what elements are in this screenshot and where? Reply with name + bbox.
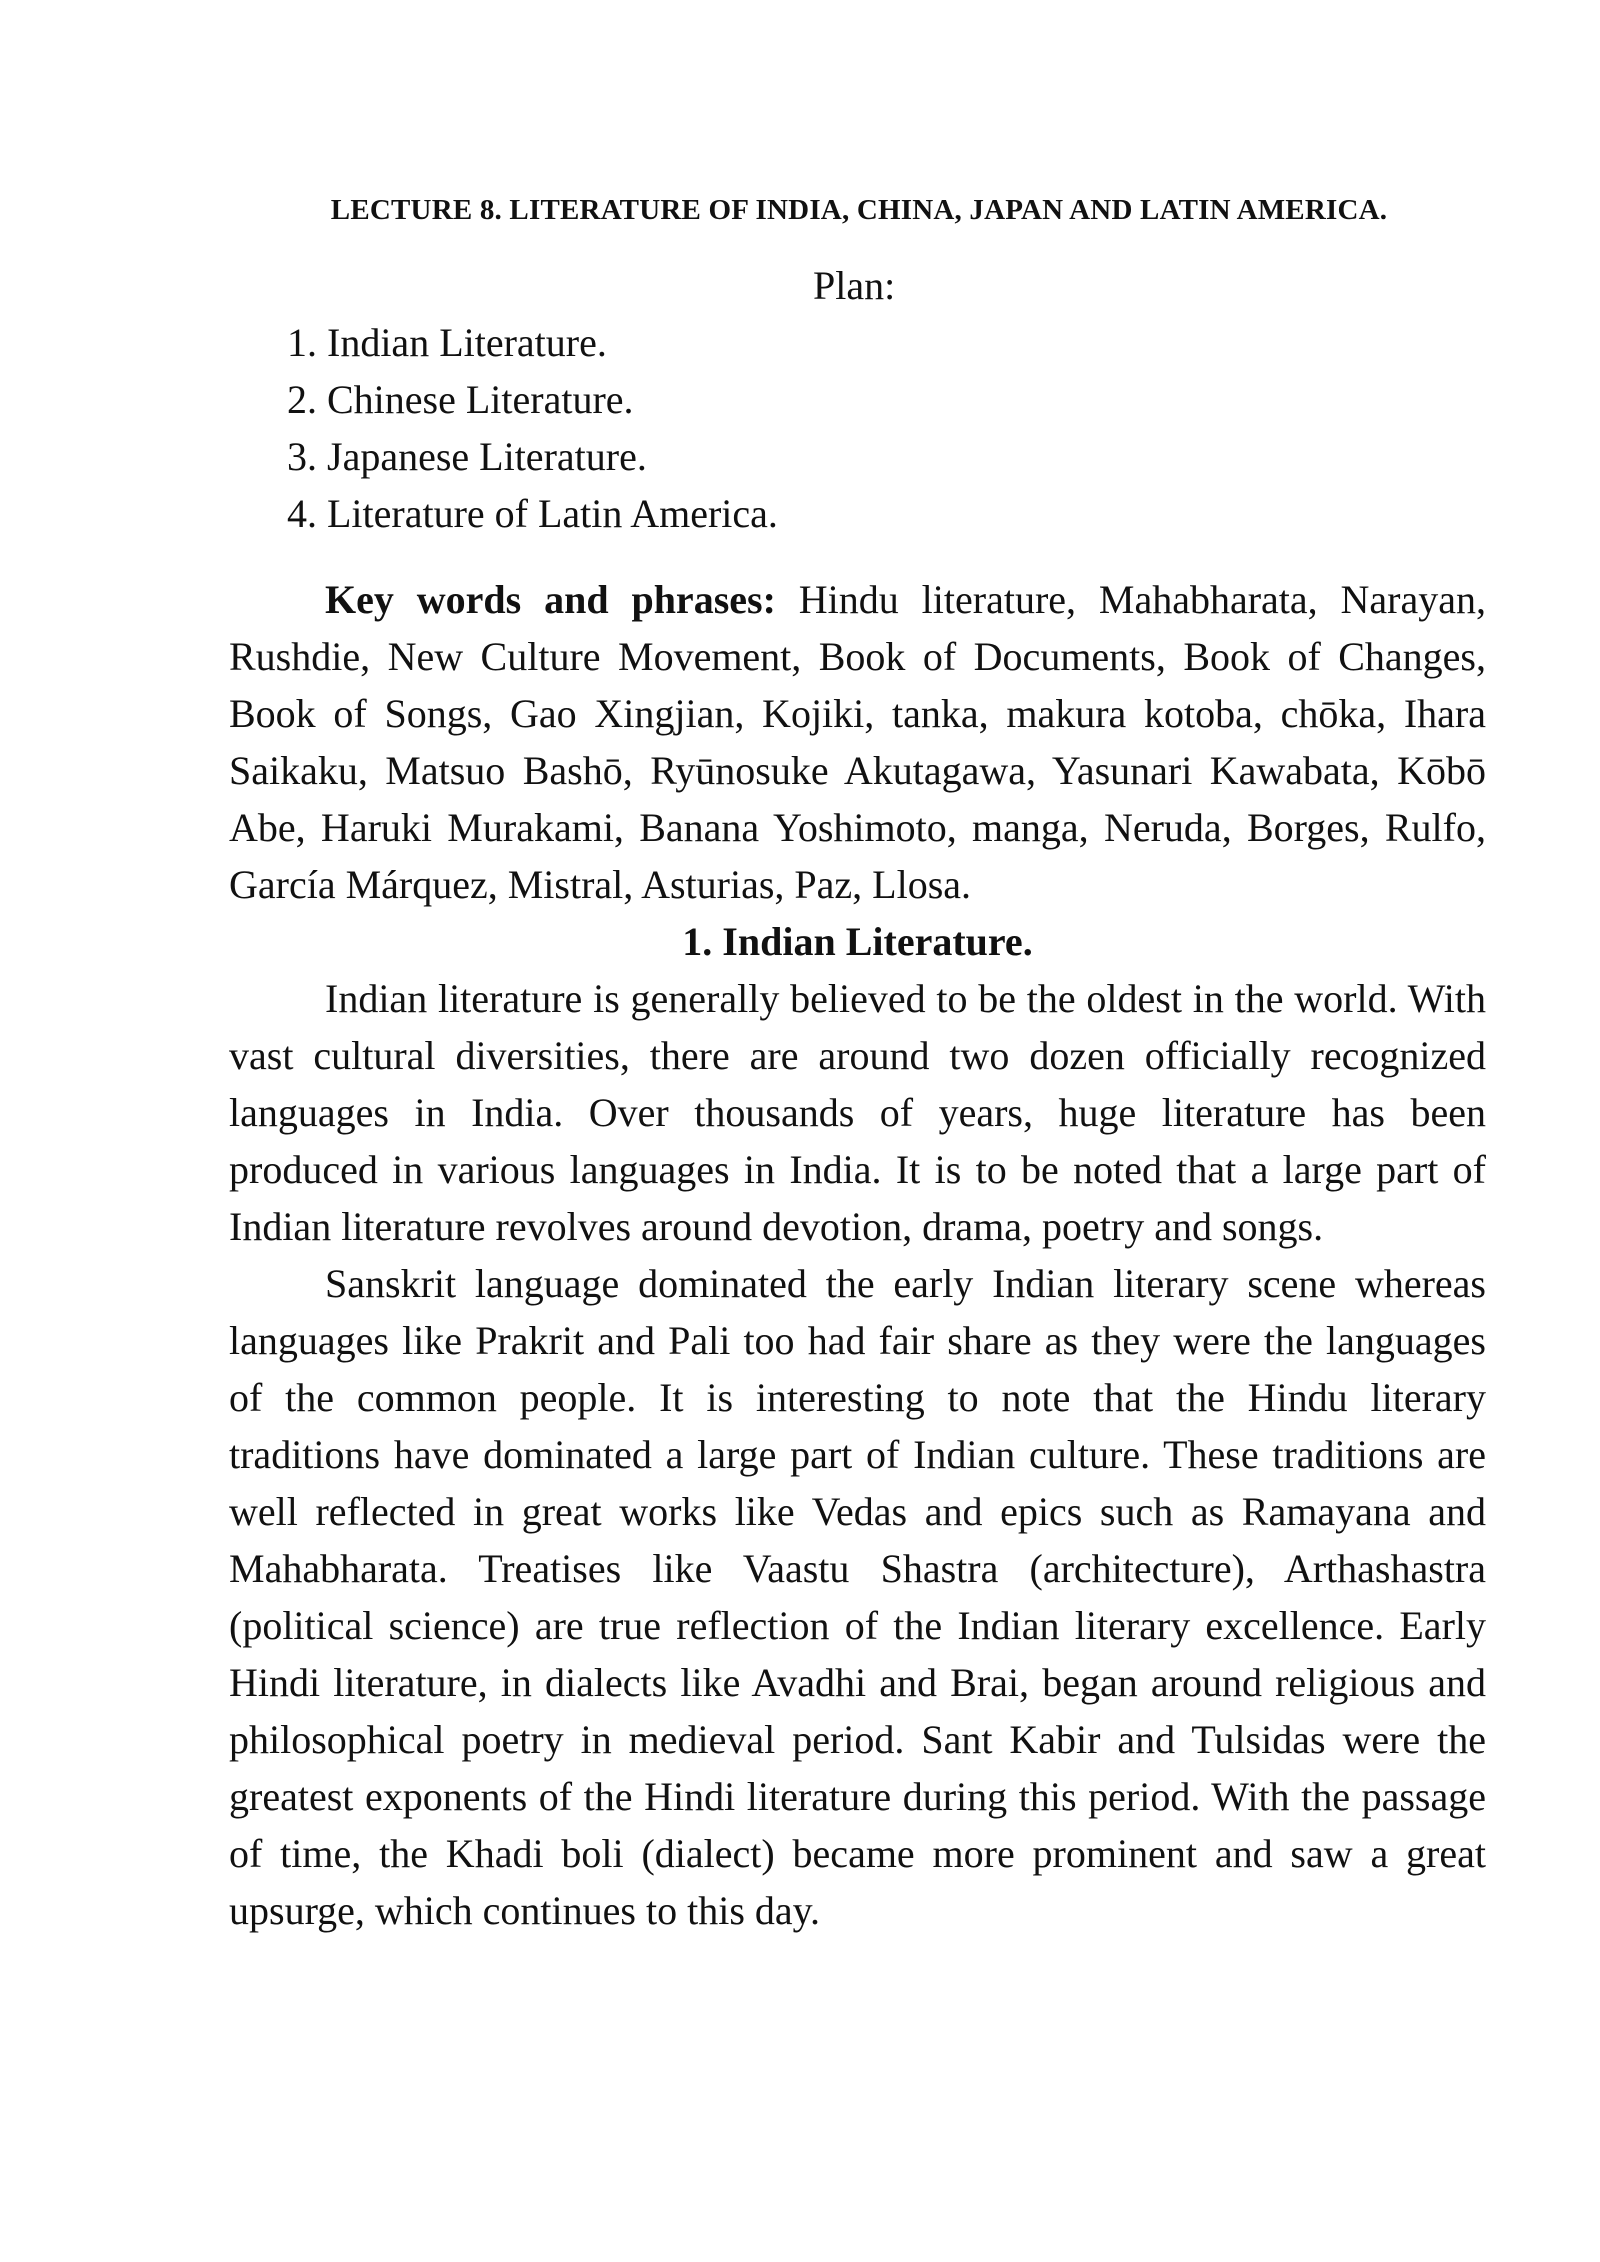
body-paragraph: Indian literature is generally believed to be the oldest in the world. With vast cultural diversities, there are around two dozen officially recognized languages in India. Over thousands of years, huge literature has been produced in various languages in India. It is to be noted that a large part of Indian literature revolves around devotion, drama, poetry and songs. [229,976,1486,1249]
keywords-paragraph [229,571,1486,913]
plan-item: 3. Japanese Literature. [287,434,647,479]
plan-item: 4. Literature of Latin America. [287,491,778,536]
body-paragraph: Sanskrit language dominated the early Indian literary scene whereas languages like Prakrit and Pali too had fair share as they were the languages of the common people. It is interesting to note that the Hindu literary traditions have dominated a large part of Indian culture. These traditions are well reflected in great works like Vedas and epics such as Ramayana and Mahabharata. Treatises like Vaastu Shastra (architecture), Arthashastra (political science) are true reflection of the Indian literary excellence. Early Hindi literature, in dialects like Avadhi and Brai, began around religious and philosophical poetry in medieval period. Sant Kabir and Tulsidas were the greatest exponents of the Hindi literature during this period. With the passage of time, the Khadi boli (dialect) became more prominent and saw a great upsurge, which continues to this day. [229,1261,1486,1933]
main-text [229,571,1486,1939]
section-heading-indian-literature: 1. Indian Literature. [682,919,1033,964]
plan-item: 2. Chinese Literature. [287,377,634,422]
plan-heading: Plan: [813,263,896,308]
plan-list [287,314,778,542]
lecture-title: LECTURE 8. LITERATURE OF INDIA, CHINA, JAPAN AND LATIN AMERICA. [330,194,1388,226]
keywords-label: Key words and phrases: [325,577,776,622]
plan-item: 1. Indian Literature. [287,320,607,365]
keywords-list: Hindu literature, Mahabharata, Narayan, Rushdie, New Culture Movement, Book of Documents, Book of Changes, Book of Songs, Gao Xingjian, Kojiki, tanka, makura kotoba, chōka, Ihara Saikaku, Matsuo Bashō, Ryūnosuke Akutagawa, Yasunari Kawabata, Kōbō Abe, Haruki Murakami, Banana Yoshimoto, manga, Neruda, Borges, Rulfo, García Márquez, Mistral, Asturias, Paz, Llosa. [229,577,1487,907]
